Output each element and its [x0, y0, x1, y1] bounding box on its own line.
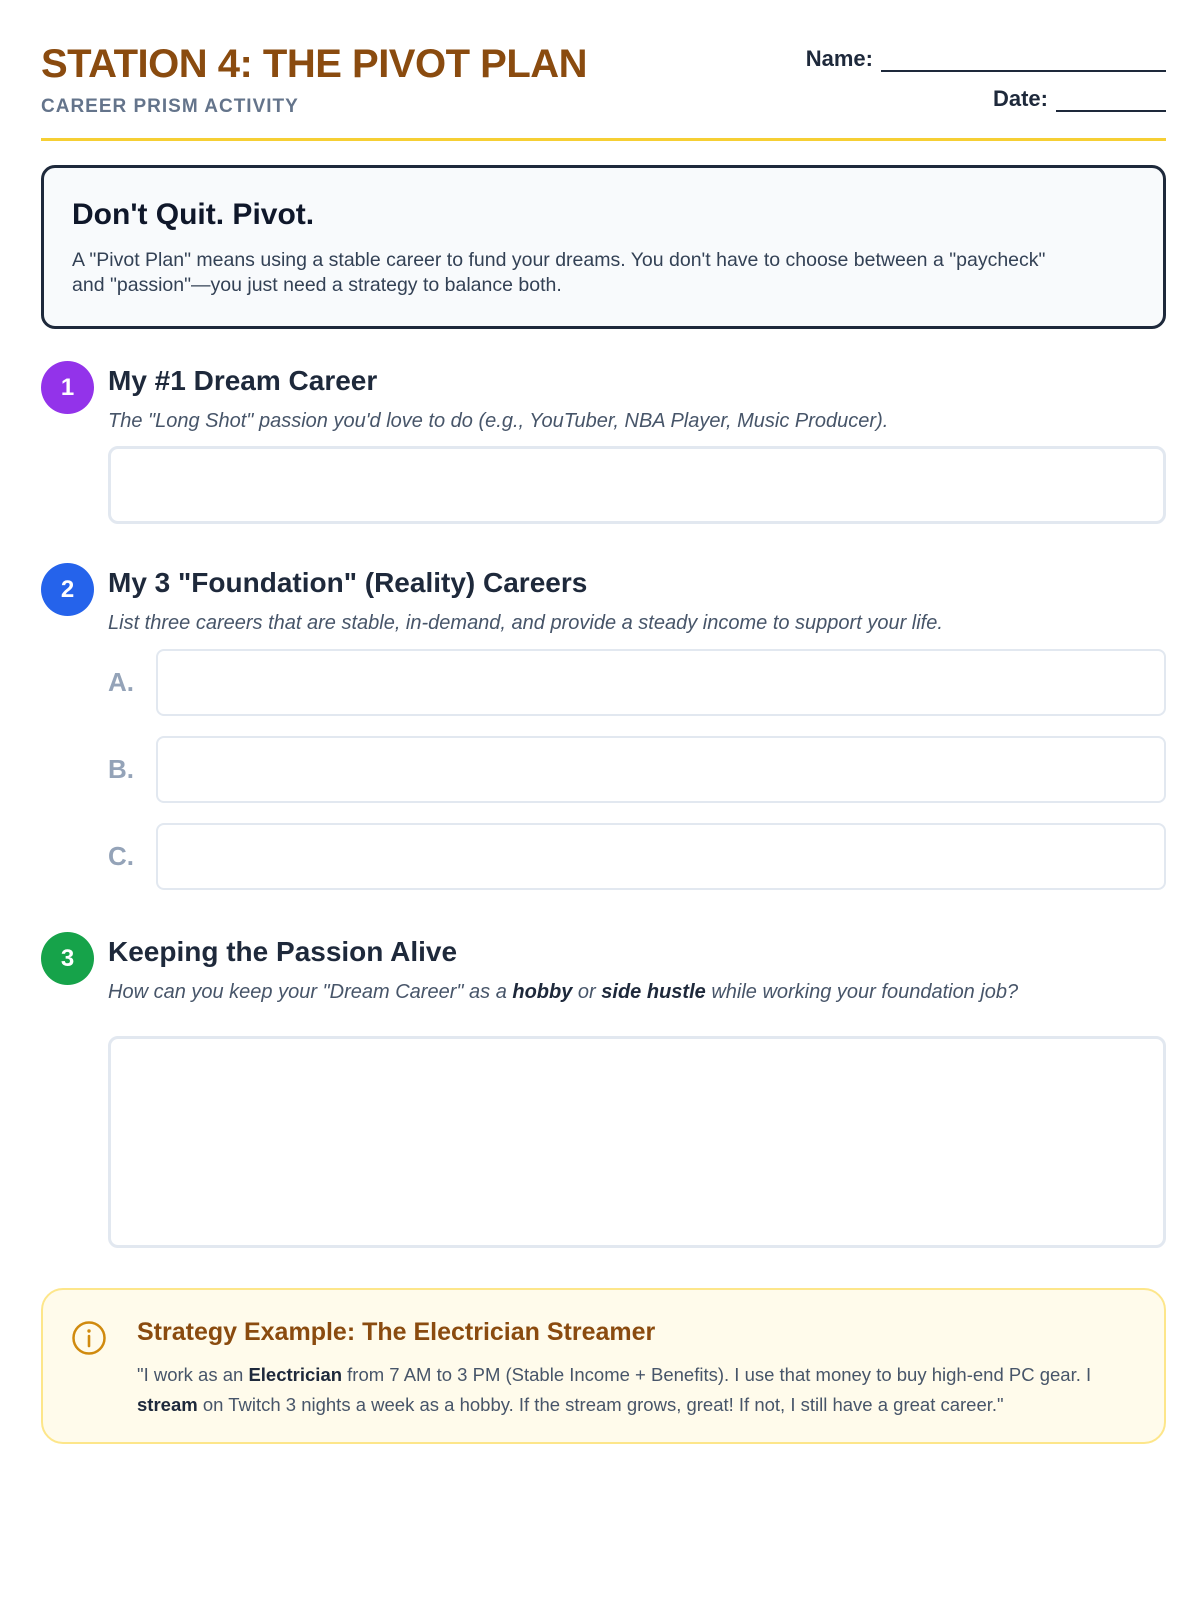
- example-text-part: from 7 AM to 3 PM (Stable Income + Benefits). I use that money to buy high-end PC gear. I: [342, 1364, 1092, 1385]
- desc-text: while working your foundation job?: [705, 981, 1019, 1003]
- example-emphasis-electrician: Electrician: [248, 1364, 343, 1385]
- date-label: Date:: [992, 86, 1048, 111]
- desc-text: or: [572, 981, 602, 1003]
- passion-answer-box[interactable]: [108, 1036, 1166, 1248]
- intro-title: Don't Quit. Pivot.: [72, 198, 315, 231]
- section-keeping-passion: [41, 932, 1166, 1252]
- date-line[interactable]: [1056, 88, 1166, 112]
- name-label: Name:: [805, 46, 873, 71]
- step-badge-2: 2: [41, 563, 94, 616]
- row-label-c: C.: [108, 841, 134, 871]
- page-title: STATION 4: THE PIVOT PLAN: [41, 42, 588, 86]
- section-title: Keeping the Passion Alive: [108, 936, 458, 967]
- foundation-career-c-box[interactable]: [156, 823, 1166, 890]
- section-title: My 3 "Foundation" (Reality) Careers: [108, 567, 588, 598]
- example-text-part: on Twitch 3 nights a week as a hobby. If the stream grows, great! If not, I still have a great career.": [197, 1394, 1004, 1415]
- example-title: Strategy Example: The Electrician Streamer: [137, 1318, 656, 1346]
- row-label-b: B.: [108, 754, 134, 784]
- worksheet-page: [41, 0, 1166, 1415]
- example-text-part: "I work as an: [137, 1364, 249, 1385]
- name-line[interactable]: [881, 48, 1166, 72]
- intro-text: A "Pivot Plan" means using a stable career to fund your dreams. You don't have to choose between a "paycheck" and "passion"—you just need a strategy to balance both.: [72, 249, 1046, 296]
- section-title: My #1 Dream Career: [108, 365, 378, 396]
- desc-emphasis-hobby: hobby: [512, 981, 573, 1003]
- desc-text: How can you keep your "Dream Career" as a: [108, 981, 513, 1003]
- date-field[interactable]: [993, 86, 1166, 112]
- foundation-career-a-box[interactable]: [156, 649, 1166, 716]
- dream-career-answer-box[interactable]: [108, 446, 1166, 524]
- info-icon: [71, 1320, 107, 1356]
- strategy-example-callout: [41, 1288, 1166, 1444]
- step-badge-3: 3: [41, 932, 94, 985]
- step-badge-1: 1: [41, 361, 94, 414]
- section-description: [108, 981, 1018, 1004]
- section-description: The "Long Shot" passion you'd love to do (e.g., YouTuber, NBA Player, Music Producer).: [108, 410, 889, 432]
- row-label-a: A.: [108, 667, 134, 697]
- foundation-career-b-box[interactable]: [156, 736, 1166, 803]
- page-subtitle: CAREER PRISM ACTIVITY: [41, 96, 299, 117]
- intro-card: [41, 165, 1166, 329]
- desc-emphasis-side-hustle: side hustle: [601, 981, 706, 1003]
- section-foundation-careers: [41, 563, 1166, 913]
- section-description: List three careers that are stable, in-demand, and provide a steady income to support your life.: [108, 612, 943, 634]
- section-dream-career: [41, 361, 1166, 526]
- worksheet-header: [41, 0, 1166, 141]
- name-field[interactable]: [806, 46, 1166, 72]
- example-text: [137, 1360, 1147, 1420]
- example-emphasis-stream: stream: [137, 1394, 198, 1415]
